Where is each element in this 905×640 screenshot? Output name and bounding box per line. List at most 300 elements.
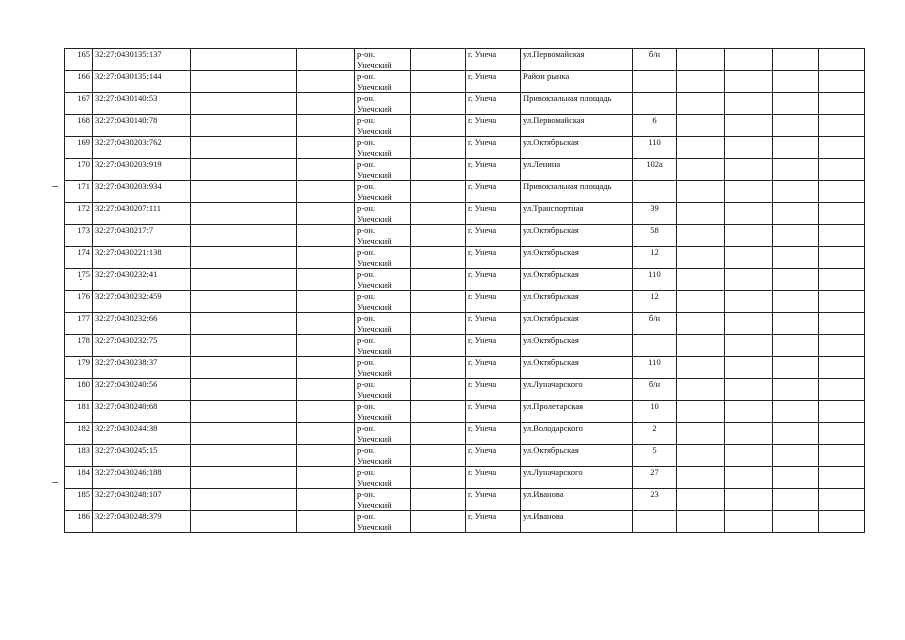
empty-cell — [191, 203, 297, 225]
district-line2: Унечский — [357, 169, 392, 180]
street-cell: Район рынка — [521, 71, 633, 93]
district-cell — [355, 335, 411, 357]
empty-cell — [819, 247, 865, 269]
district-line2: Унечский — [357, 499, 392, 510]
table-body — [65, 49, 865, 533]
empty-cell — [725, 203, 773, 225]
street-cell: ул.Первомайская — [521, 115, 633, 137]
empty-cell — [677, 137, 725, 159]
empty-cell — [725, 511, 773, 533]
empty-cell — [725, 291, 773, 313]
city-cell: г. Унеча — [466, 511, 521, 533]
street-cell: ул.Луначарского — [521, 467, 633, 489]
street-cell: ул.Октябрьская — [521, 291, 633, 313]
row-number-cell: 168 — [65, 115, 93, 137]
street-cell: ул.Иванова — [521, 511, 633, 533]
empty-cell — [411, 445, 466, 467]
district-line2: Унечский — [357, 81, 392, 92]
empty-cell — [297, 203, 355, 225]
empty-cell — [411, 489, 466, 511]
street-cell: ул.Октябрьская — [521, 137, 633, 159]
table-row — [65, 115, 865, 137]
row-number-cell: 182 — [65, 423, 93, 445]
district-cell — [355, 467, 411, 489]
street-cell: ул.Пролетарская — [521, 401, 633, 423]
district-cell — [355, 445, 411, 467]
empty-cell — [725, 379, 773, 401]
cadastral-number-cell: 32:27:0430203:934 — [93, 181, 191, 203]
city-cell: г. Унеча — [466, 49, 521, 71]
city-cell: г. Унеча — [466, 225, 521, 247]
table-row — [65, 203, 865, 225]
empty-cell — [191, 313, 297, 335]
city-cell: г. Унеча — [466, 445, 521, 467]
empty-cell — [297, 511, 355, 533]
empty-cell — [819, 401, 865, 423]
house-number-cell: 5 — [633, 445, 677, 467]
empty-cell — [411, 225, 466, 247]
empty-cell — [677, 269, 725, 291]
street-cell: ул.Октябрьская — [521, 269, 633, 291]
empty-cell — [819, 313, 865, 335]
empty-cell — [725, 71, 773, 93]
empty-cell — [819, 71, 865, 93]
district-line1: р-он. — [357, 335, 376, 345]
empty-cell — [725, 445, 773, 467]
empty-cell — [773, 93, 819, 115]
empty-cell — [677, 49, 725, 71]
street-cell: Привокзальная площадь — [521, 181, 633, 203]
empty-cell — [411, 269, 466, 291]
empty-cell — [411, 181, 466, 203]
street-cell: ул.Октябрьская — [521, 313, 633, 335]
city-cell: г. Унеча — [466, 93, 521, 115]
table-row — [65, 357, 865, 379]
empty-cell — [297, 313, 355, 335]
district-line1: р-он. — [357, 137, 376, 147]
street-cell: ул.Октябрьская — [521, 247, 633, 269]
district-cell — [355, 71, 411, 93]
city-cell: г. Унеча — [466, 269, 521, 291]
district-line1: р-он. — [357, 181, 376, 191]
empty-cell — [411, 335, 466, 357]
street-cell: ул.Октябрьская — [521, 445, 633, 467]
empty-cell — [191, 247, 297, 269]
scan-mark — [52, 186, 58, 187]
district-line2: Унечский — [357, 455, 392, 466]
empty-cell — [819, 379, 865, 401]
city-cell: г. Унеча — [466, 467, 521, 489]
empty-cell — [773, 291, 819, 313]
empty-cell — [297, 115, 355, 137]
empty-cell — [819, 49, 865, 71]
empty-cell — [411, 379, 466, 401]
empty-cell — [411, 401, 466, 423]
empty-cell — [819, 357, 865, 379]
district-line2: Унечский — [357, 59, 392, 70]
empty-cell — [411, 511, 466, 533]
house-number-cell: 12 — [633, 291, 677, 313]
district-cell — [355, 225, 411, 247]
empty-cell — [297, 225, 355, 247]
cadastral-number-cell: 32:27:0430203:919 — [93, 159, 191, 181]
house-number-cell: 10 — [633, 401, 677, 423]
empty-cell — [819, 467, 865, 489]
cadastral-number-cell: 32:27:0430240:56 — [93, 379, 191, 401]
district-cell — [355, 269, 411, 291]
empty-cell — [297, 401, 355, 423]
empty-cell — [819, 489, 865, 511]
district-cell — [355, 291, 411, 313]
row-number-cell: 175 — [65, 269, 93, 291]
row-number-cell: 185 — [65, 489, 93, 511]
empty-cell — [773, 489, 819, 511]
district-line1: р-он. — [357, 489, 376, 499]
city-cell: г. Унеча — [466, 115, 521, 137]
table-row — [65, 335, 865, 357]
empty-cell — [297, 357, 355, 379]
empty-cell — [297, 159, 355, 181]
street-cell: ул.Октябрьская — [521, 357, 633, 379]
empty-cell — [297, 181, 355, 203]
empty-cell — [297, 247, 355, 269]
empty-cell — [191, 115, 297, 137]
row-number-cell: 167 — [65, 93, 93, 115]
row-number-cell: 180 — [65, 379, 93, 401]
cadastral-number-cell: 32:27:0430246:188 — [93, 467, 191, 489]
empty-cell — [725, 137, 773, 159]
table-row — [65, 445, 865, 467]
house-number-cell: 102а — [633, 159, 677, 181]
empty-cell — [725, 357, 773, 379]
empty-cell — [773, 115, 819, 137]
empty-cell — [191, 181, 297, 203]
city-cell: г. Унеча — [466, 291, 521, 313]
row-number-cell: 171 — [65, 181, 93, 203]
empty-cell — [297, 71, 355, 93]
empty-cell — [191, 335, 297, 357]
empty-cell — [819, 445, 865, 467]
district-line1: р-он. — [357, 225, 376, 235]
house-number-cell: 110 — [633, 269, 677, 291]
empty-cell — [725, 181, 773, 203]
row-number-cell: 173 — [65, 225, 93, 247]
empty-cell — [191, 489, 297, 511]
scan-mark — [80, 279, 82, 280]
row-number-cell: 176 — [65, 291, 93, 313]
empty-cell — [819, 225, 865, 247]
row-number-cell: 170 — [65, 159, 93, 181]
district-line1: р-он. — [357, 291, 376, 301]
district-cell — [355, 181, 411, 203]
empty-cell — [191, 225, 297, 247]
row-number-cell: 174 — [65, 247, 93, 269]
district-line2: Унечский — [357, 235, 392, 246]
house-number-cell — [633, 71, 677, 93]
empty-cell — [773, 203, 819, 225]
empty-cell — [191, 49, 297, 71]
empty-cell — [297, 489, 355, 511]
house-number-cell: 39 — [633, 203, 677, 225]
empty-cell — [819, 423, 865, 445]
street-cell: Привокзальная площадь — [521, 93, 633, 115]
cadastral-number-cell: 32:27:0430248:107 — [93, 489, 191, 511]
empty-cell — [411, 71, 466, 93]
empty-cell — [725, 115, 773, 137]
house-number-cell — [633, 335, 677, 357]
district-line2: Унечский — [357, 389, 392, 400]
cadastral-number-cell: 32:27:0430207:111 — [93, 203, 191, 225]
street-cell: ул.Иванова — [521, 489, 633, 511]
empty-cell — [677, 401, 725, 423]
empty-cell — [773, 159, 819, 181]
cadastral-number-cell: 32:27:0430135:144 — [93, 71, 191, 93]
district-line1: р-он. — [357, 445, 376, 455]
district-cell — [355, 159, 411, 181]
empty-cell — [677, 467, 725, 489]
cadastral-number-cell: 32:27:0430221:138 — [93, 247, 191, 269]
empty-cell — [297, 137, 355, 159]
table-row — [65, 93, 865, 115]
empty-cell — [725, 93, 773, 115]
empty-cell — [411, 247, 466, 269]
empty-cell — [773, 467, 819, 489]
empty-cell — [819, 137, 865, 159]
city-cell: г. Унеча — [466, 181, 521, 203]
empty-cell — [411, 357, 466, 379]
district-line1: р-он. — [357, 115, 376, 125]
empty-cell — [677, 357, 725, 379]
district-cell — [355, 489, 411, 511]
house-number-cell: 12 — [633, 247, 677, 269]
row-number-cell: 165 — [65, 49, 93, 71]
city-cell: г. Унеча — [466, 335, 521, 357]
empty-cell — [191, 423, 297, 445]
empty-cell — [297, 467, 355, 489]
empty-cell — [677, 115, 725, 137]
district-cell — [355, 313, 411, 335]
cadastral-number-cell: 32:27:0430232:75 — [93, 335, 191, 357]
city-cell: г. Унеча — [466, 357, 521, 379]
empty-cell — [819, 291, 865, 313]
district-line2: Унечский — [357, 125, 392, 136]
empty-cell — [677, 445, 725, 467]
row-number-cell: 181 — [65, 401, 93, 423]
table-row — [65, 291, 865, 313]
district-line1: р-он. — [357, 269, 376, 279]
property-register-table — [64, 48, 865, 533]
empty-cell — [677, 489, 725, 511]
cadastral-number-cell: 32:27:0430140:78 — [93, 115, 191, 137]
street-cell: ул.Октябрьская — [521, 335, 633, 357]
empty-cell — [819, 269, 865, 291]
empty-cell — [677, 291, 725, 313]
empty-cell — [297, 291, 355, 313]
row-number-cell: 179 — [65, 357, 93, 379]
table-row — [65, 313, 865, 335]
district-cell — [355, 203, 411, 225]
cadastral-number-cell: 32:27:0430217:7 — [93, 225, 191, 247]
empty-cell — [677, 71, 725, 93]
district-cell — [355, 115, 411, 137]
empty-cell — [191, 93, 297, 115]
empty-cell — [297, 269, 355, 291]
street-cell: ул.Луначарского — [521, 379, 633, 401]
empty-cell — [411, 49, 466, 71]
empty-cell — [725, 313, 773, 335]
empty-cell — [819, 181, 865, 203]
district-line2: Унечский — [357, 103, 392, 114]
street-cell: ул.Ленина — [521, 159, 633, 181]
district-line2: Унечский — [357, 257, 392, 268]
house-number-cell: 2 — [633, 423, 677, 445]
district-cell — [355, 379, 411, 401]
table-row — [65, 489, 865, 511]
empty-cell — [677, 423, 725, 445]
empty-cell — [677, 247, 725, 269]
district-line2: Унечский — [357, 411, 392, 422]
empty-cell — [191, 379, 297, 401]
empty-cell — [411, 203, 466, 225]
row-number-cell: 172 — [65, 203, 93, 225]
city-cell: г. Унеча — [466, 137, 521, 159]
empty-cell — [819, 511, 865, 533]
empty-cell — [773, 401, 819, 423]
district-line1: р-он. — [357, 93, 376, 103]
table-row — [65, 181, 865, 203]
district-line2: Унечский — [357, 213, 392, 224]
table-row — [65, 71, 865, 93]
empty-cell — [819, 335, 865, 357]
cadastral-number-cell: 32:27:0430140:53 — [93, 93, 191, 115]
empty-cell — [773, 511, 819, 533]
empty-cell — [191, 137, 297, 159]
empty-cell — [773, 445, 819, 467]
district-line1: р-он. — [357, 49, 376, 59]
empty-cell — [773, 335, 819, 357]
district-line2: Унечский — [357, 477, 392, 488]
empty-cell — [773, 225, 819, 247]
empty-cell — [297, 335, 355, 357]
cadastral-number-cell: 32:27:0430135:137 — [93, 49, 191, 71]
empty-cell — [191, 291, 297, 313]
empty-cell — [411, 313, 466, 335]
table-row — [65, 269, 865, 291]
empty-cell — [725, 247, 773, 269]
row-number-cell: 169 — [65, 137, 93, 159]
district-line1: р-он. — [357, 357, 376, 367]
empty-cell — [773, 247, 819, 269]
district-line1: р-он. — [357, 313, 376, 323]
empty-cell — [677, 335, 725, 357]
empty-cell — [297, 445, 355, 467]
district-line2: Унечский — [357, 279, 392, 290]
house-number-cell — [633, 93, 677, 115]
district-line1: р-он. — [357, 511, 376, 521]
empty-cell — [725, 159, 773, 181]
house-number-cell: 110 — [633, 137, 677, 159]
empty-cell — [677, 225, 725, 247]
table-row — [65, 423, 865, 445]
empty-cell — [191, 357, 297, 379]
empty-cell — [773, 423, 819, 445]
house-number-cell: б/н — [633, 49, 677, 71]
house-number-cell — [633, 181, 677, 203]
empty-cell — [677, 313, 725, 335]
house-number-cell: б/н — [633, 313, 677, 335]
empty-cell — [773, 181, 819, 203]
row-number-cell: 177 — [65, 313, 93, 335]
district-line1: р-он. — [357, 423, 376, 433]
table-row — [65, 225, 865, 247]
empty-cell — [725, 49, 773, 71]
city-cell: г. Унеча — [466, 247, 521, 269]
cadastral-number-cell: 32:27:0430240:68 — [93, 401, 191, 423]
row-number-cell: 184 — [65, 467, 93, 489]
cadastral-number-cell: 32:27:0430203:762 — [93, 137, 191, 159]
empty-cell — [411, 159, 466, 181]
empty-cell — [725, 335, 773, 357]
empty-cell — [725, 467, 773, 489]
district-line2: Унечский — [357, 367, 392, 378]
district-cell — [355, 401, 411, 423]
empty-cell — [725, 423, 773, 445]
city-cell: г. Унеча — [466, 71, 521, 93]
district-line1: р-он. — [357, 247, 376, 257]
district-cell — [355, 423, 411, 445]
empty-cell — [411, 467, 466, 489]
district-line2: Унечский — [357, 521, 392, 532]
empty-cell — [725, 489, 773, 511]
city-cell: г. Унеча — [466, 489, 521, 511]
empty-cell — [677, 159, 725, 181]
row-number-cell: 178 — [65, 335, 93, 357]
cadastral-number-cell: 32:27:0430232:41 — [93, 269, 191, 291]
empty-cell — [677, 379, 725, 401]
district-cell — [355, 247, 411, 269]
district-line1: р-он. — [357, 159, 376, 169]
district-line1: р-он. — [357, 203, 376, 213]
empty-cell — [725, 269, 773, 291]
district-line2: Унечский — [357, 191, 392, 202]
house-number-cell: 110 — [633, 357, 677, 379]
street-cell: ул.Транспортная — [521, 203, 633, 225]
empty-cell — [773, 313, 819, 335]
empty-cell — [411, 93, 466, 115]
city-cell: г. Унеча — [466, 159, 521, 181]
empty-cell — [677, 93, 725, 115]
table-row — [65, 49, 865, 71]
cadastral-number-cell: 32:27:0430244:38 — [93, 423, 191, 445]
empty-cell — [773, 269, 819, 291]
empty-cell — [191, 511, 297, 533]
district-line1: р-он. — [357, 467, 376, 477]
empty-cell — [819, 203, 865, 225]
house-number-cell — [633, 511, 677, 533]
empty-cell — [297, 93, 355, 115]
district-line2: Унечский — [357, 433, 392, 444]
cadastral-number-cell: 32:27:0430238:37 — [93, 357, 191, 379]
empty-cell — [191, 467, 297, 489]
empty-cell — [819, 115, 865, 137]
empty-cell — [773, 379, 819, 401]
street-cell: ул.Первомайская — [521, 49, 633, 71]
house-number-cell: 27 — [633, 467, 677, 489]
empty-cell — [677, 511, 725, 533]
empty-cell — [191, 445, 297, 467]
city-cell: г. Унеча — [466, 203, 521, 225]
district-cell — [355, 93, 411, 115]
